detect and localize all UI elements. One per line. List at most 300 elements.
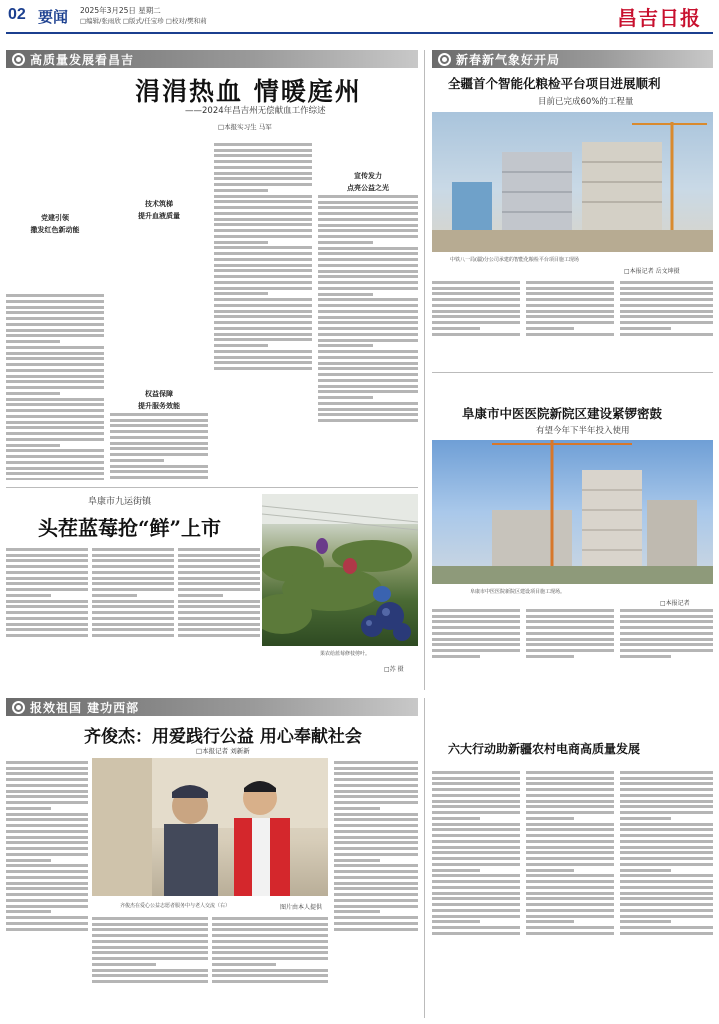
text-line: [432, 828, 520, 831]
grain-platform-photo: [432, 112, 713, 252]
newspaper-logo: 昌吉日报: [617, 6, 701, 30]
text-line: [526, 632, 614, 635]
text-line: [334, 916, 418, 919]
text-line: [620, 782, 713, 785]
text-line: [334, 818, 418, 821]
lead-subhead: 宣传发力: [354, 172, 382, 180]
text-line: [526, 834, 614, 837]
text-line: [334, 772, 418, 775]
text-line: [6, 582, 88, 585]
text-line: [214, 189, 268, 192]
text-line: [6, 352, 104, 355]
text-line: [432, 920, 480, 923]
masthead-rule: [6, 32, 713, 34]
text-line: [6, 611, 88, 614]
text-line: [6, 870, 88, 873]
section-banner-bottom: [6, 698, 418, 716]
text-line: [6, 876, 88, 879]
text-line: [6, 790, 88, 793]
bottom-left-photo-caption: 齐俊杰在爱心公益志愿者服务中与老人交流（右）: [120, 903, 231, 909]
text-line: [526, 782, 614, 785]
text-line: [214, 183, 312, 186]
text-line: [432, 932, 520, 935]
text-line: [526, 909, 614, 912]
text-line: [432, 287, 520, 290]
text-line: [432, 609, 520, 612]
text-line: [178, 565, 260, 568]
text-line: [6, 478, 104, 480]
text-line: [6, 807, 51, 810]
text-line: [214, 315, 312, 318]
text-line: [214, 321, 312, 324]
text-line: [432, 327, 480, 330]
text-line: [526, 932, 614, 935]
text-line: [6, 559, 88, 562]
text-line: [92, 582, 174, 585]
lead-byline: □本报实习生 马军: [218, 123, 272, 131]
text-line: [432, 857, 520, 860]
text-line: [214, 160, 312, 163]
text-line: [6, 887, 88, 890]
text-line: [178, 617, 260, 620]
text-line: [620, 880, 713, 883]
text-line: [334, 778, 418, 781]
right1-column-1: [432, 278, 520, 368]
text-line: [620, 615, 713, 618]
text-line: [620, 794, 713, 797]
text-line: [214, 304, 312, 307]
text-line: [110, 470, 208, 473]
text-line: [6, 922, 88, 925]
text-line: [526, 823, 614, 826]
text-line: [526, 920, 574, 923]
text-line: [620, 777, 713, 780]
text-line: [318, 195, 418, 198]
text-line: [6, 910, 51, 913]
text-line: [432, 638, 520, 641]
text-line: [318, 224, 418, 227]
right1-subheadline: 目前已完成60%的工程量: [538, 97, 634, 107]
text-line: [432, 292, 520, 295]
text-line: [620, 310, 713, 313]
section-banner-right: [432, 50, 713, 68]
text-line: [318, 385, 418, 388]
text-line: [620, 823, 713, 826]
text-line: [6, 628, 88, 631]
text-line: [318, 201, 418, 204]
text-line: [214, 292, 268, 295]
right2-headline: 阜康市中医医院新院区建设紧锣密鼓: [462, 406, 663, 421]
text-line: [214, 212, 312, 215]
text-line: [334, 899, 418, 902]
text-line: [92, 554, 174, 557]
text-line: [92, 623, 174, 626]
right2-subheadline: 有望今年下半年投入使用: [536, 426, 630, 436]
text-line: [334, 876, 418, 879]
text-line: [6, 801, 88, 804]
text-line: [212, 957, 328, 960]
text-line: [318, 367, 418, 370]
text-line: [620, 903, 713, 906]
text-line: [318, 316, 418, 319]
text-line: [526, 915, 614, 918]
text-line: [432, 649, 520, 652]
text-line: [432, 811, 520, 814]
text-line: [620, 643, 713, 646]
text-line: [334, 841, 418, 844]
text-line: [526, 800, 614, 803]
text-line: [526, 926, 614, 929]
text-line: [6, 554, 88, 557]
text-line: [526, 615, 614, 618]
text-line: [334, 807, 380, 810]
text-line: [318, 327, 418, 330]
text-line: [334, 784, 418, 787]
text-line: [6, 426, 104, 429]
text-line: [6, 300, 104, 303]
text-line: [6, 577, 88, 580]
text-line: [432, 315, 520, 318]
text-line: [318, 350, 418, 353]
text-line: [620, 932, 713, 935]
text-line: [6, 415, 104, 418]
text-line: [318, 264, 418, 267]
text-line: [526, 828, 614, 831]
text-line: [6, 824, 88, 827]
text-line: [318, 218, 418, 221]
text-line: [6, 294, 104, 297]
lead-subhead: 提升血液质量: [138, 211, 180, 220]
text-line: [432, 655, 480, 658]
text-line: [432, 805, 520, 808]
text-line: [318, 235, 418, 238]
text-line: [92, 634, 174, 637]
text-line: [6, 449, 104, 452]
text-line: [214, 264, 312, 267]
section-banner-left: [6, 50, 418, 68]
text-line: [432, 771, 520, 774]
text-line: [334, 790, 418, 793]
text-line: [214, 206, 312, 209]
text-line: [214, 327, 312, 330]
text-line: [92, 617, 174, 620]
text-line: [432, 817, 480, 820]
text-line: [214, 229, 312, 232]
text-line: [92, 951, 208, 954]
text-line: [6, 893, 88, 896]
text-line: [526, 869, 574, 872]
text-line: [318, 321, 418, 324]
text-line: [178, 600, 260, 603]
text-line: [6, 334, 104, 337]
text-line: [92, 940, 208, 943]
lead-subheadline: ——2024年昌吉州无偿献血工作综述: [185, 106, 326, 116]
text-line: [6, 467, 104, 470]
text-line: [214, 310, 312, 313]
text-line: [212, 917, 328, 920]
text-line: [432, 892, 520, 895]
text-line: [334, 824, 418, 827]
text-line: [620, 655, 671, 658]
text-line: [92, 917, 208, 920]
text-line: [6, 409, 104, 412]
construction-scene: [432, 112, 713, 252]
text-line: [6, 375, 104, 378]
right1-column-3: [620, 278, 713, 368]
text-line: [526, 846, 614, 849]
text-line: [526, 620, 614, 623]
middle-photo-credit: □苏 摄: [384, 666, 404, 673]
text-line: [318, 413, 418, 416]
lead-subhead: 提升服务效能: [138, 401, 180, 410]
text-line: [526, 892, 614, 895]
text-line: [212, 923, 328, 926]
text-line: [214, 177, 312, 180]
text-line: [334, 813, 418, 816]
middle-column-2: [92, 545, 174, 683]
text-line: [318, 206, 418, 209]
text-line: [6, 600, 88, 603]
issue-date: 2025年3月25日 星期二: [80, 6, 161, 15]
text-line: [318, 212, 418, 215]
text-line: [6, 432, 104, 435]
section-name: 要闻: [38, 8, 69, 26]
column-divider: [424, 698, 425, 1018]
text-line: [214, 350, 312, 353]
text-line: [620, 292, 713, 295]
text-line: [110, 465, 208, 468]
text-line: [6, 380, 104, 383]
text-line: [110, 453, 208, 456]
text-line: [620, 817, 671, 820]
text-line: [526, 880, 614, 883]
text-line: [212, 969, 328, 972]
text-line: [214, 344, 268, 347]
text-line: [6, 605, 88, 608]
hospital-photo: [432, 440, 713, 584]
column-divider: [424, 50, 425, 690]
text-line: [6, 841, 88, 844]
text-line: [214, 338, 312, 341]
text-line: [318, 373, 418, 376]
middle-headline: 头茬蓝莓抢“鲜”上市: [38, 516, 222, 540]
right2-photo-credit: □本报记者: [660, 600, 690, 607]
text-line: [6, 784, 88, 787]
text-line: [620, 811, 713, 814]
bottom-left-headline: 齐俊杰：用爱践行公益 用心奉献社会: [84, 727, 362, 747]
text-line: [432, 840, 520, 843]
text-line: [6, 853, 88, 856]
text-line: [6, 836, 88, 839]
text-line: [214, 269, 312, 272]
text-line: [318, 252, 418, 255]
lead-subhead: 技术筑梯: [145, 200, 173, 208]
text-line: [432, 897, 520, 900]
lead-column-4: [318, 140, 418, 480]
text-line: [6, 916, 88, 919]
text-line: [110, 442, 208, 445]
text-line: [6, 438, 104, 441]
text-line: [526, 310, 614, 313]
text-line: [6, 369, 104, 372]
text-line: [318, 408, 418, 411]
bottom-left-photo-credit: 图片由本人提供: [280, 904, 323, 911]
text-line: [318, 304, 418, 307]
text-line: [212, 951, 328, 954]
text-line: [526, 643, 614, 646]
text-line: [92, 946, 208, 949]
middle-column-1: [6, 545, 88, 683]
text-line: [526, 298, 614, 301]
text-line: [6, 847, 88, 850]
text-line: [432, 874, 520, 877]
text-line: [334, 859, 380, 862]
text-line: [620, 886, 713, 889]
right1-photo-caption: 中铁八一局(疆)分公司承建的智能化粮检平台项目施工现场: [450, 257, 579, 263]
banner-circle-icon: [438, 53, 451, 66]
lead-subhead: 撒发红色新动能: [30, 225, 80, 234]
text-line: [334, 910, 380, 913]
text-line: [6, 818, 88, 821]
lead-column-1: [6, 140, 104, 480]
right1-headline: 全疆首个智能化粮检平台项目进展顺利: [448, 76, 661, 91]
text-line: [526, 281, 614, 284]
text-line: [620, 915, 713, 918]
text-line: [432, 846, 520, 849]
text-line: [178, 628, 260, 631]
text-line: [432, 794, 520, 797]
text-line: [432, 304, 520, 307]
text-line: [620, 609, 713, 612]
text-line: [212, 980, 328, 983]
editor-credits: □编辑/张雨欣 □版式/任宝珍 □校对/樊和莉: [80, 17, 207, 25]
text-line: [214, 298, 312, 301]
text-line: [6, 386, 104, 389]
bottom-left-column-1: [6, 758, 88, 1018]
bottom-right-column-1: [432, 768, 520, 1018]
text-line: [178, 634, 260, 637]
text-line: [620, 333, 713, 336]
blueberry-scene: [262, 494, 418, 646]
text-line: [318, 293, 373, 296]
text-line: [110, 447, 208, 450]
text-line: [6, 363, 104, 366]
text-line: [6, 594, 51, 597]
text-line: [432, 321, 520, 324]
text-line: [432, 869, 480, 872]
text-line: [92, 628, 174, 631]
text-line: [214, 287, 312, 290]
right1-column-2: [526, 278, 614, 368]
text-line: [318, 258, 418, 261]
text-line: [526, 292, 614, 295]
text-line: [526, 840, 614, 843]
text-line: [318, 241, 373, 244]
text-line: [318, 229, 418, 232]
text-line: [92, 963, 156, 966]
text-line: [6, 455, 104, 458]
text-line: [620, 834, 713, 837]
text-line: [318, 419, 418, 422]
text-line: [318, 390, 418, 393]
text-line: [620, 649, 713, 652]
text-line: [432, 915, 520, 918]
text-line: [620, 788, 713, 791]
text-line: [6, 767, 88, 770]
text-line: [110, 424, 208, 427]
text-line: [526, 327, 574, 330]
text-line: [334, 887, 418, 890]
text-line: [526, 897, 614, 900]
text-line: [620, 926, 713, 929]
right2-photo-caption: 阜康市中医医院新院区建设项目施工现场。: [470, 589, 566, 595]
text-line: [620, 620, 713, 623]
text-line: [92, 571, 174, 574]
text-line: [620, 626, 713, 629]
text-line: [526, 777, 614, 780]
text-line: [318, 287, 418, 290]
text-line: [6, 421, 104, 424]
text-line: [92, 969, 208, 972]
text-line: [620, 632, 713, 635]
text-line: [620, 892, 713, 895]
text-line: [92, 974, 208, 977]
text-line: [620, 863, 713, 866]
text-line: [334, 870, 418, 873]
banner-label: 高质量发展看昌吉: [30, 52, 135, 67]
text-line: [318, 310, 418, 313]
middle-photo-caption: 果农给蓝莓修枝剪叶。: [320, 651, 371, 657]
text-line: [214, 241, 268, 244]
text-line: [6, 444, 60, 447]
text-line: [620, 857, 713, 860]
text-line: [214, 367, 312, 370]
text-line: [620, 638, 713, 641]
text-line: [6, 928, 88, 931]
text-line: [6, 548, 88, 551]
text-line: [620, 869, 671, 872]
text-line: [334, 864, 418, 867]
text-line: [6, 772, 88, 775]
text-line: [432, 834, 520, 837]
text-line: [432, 620, 520, 623]
text-line: [526, 315, 614, 318]
text-line: [432, 886, 520, 889]
text-line: [92, 548, 174, 551]
text-line: [620, 846, 713, 849]
text-line: [526, 638, 614, 641]
text-line: [620, 897, 713, 900]
text-line: [92, 923, 208, 926]
text-line: [6, 472, 104, 475]
hospital-construction-scene: [432, 440, 713, 584]
bottom-right-column-3: [620, 768, 713, 1018]
text-line: [526, 304, 614, 307]
text-line: [432, 333, 520, 336]
right1-photo-credit: □本报记者 岳文坤摄: [624, 268, 680, 275]
text-line: [6, 864, 88, 867]
text-line: [620, 321, 713, 324]
text-line: [6, 882, 88, 885]
text-line: [334, 836, 418, 839]
text-line: [6, 859, 51, 862]
text-line: [334, 847, 418, 850]
text-line: [620, 771, 713, 774]
bottom-right-column-2: [526, 768, 614, 1018]
text-line: [6, 905, 88, 908]
text-line: [432, 632, 520, 635]
text-line: [110, 430, 208, 433]
